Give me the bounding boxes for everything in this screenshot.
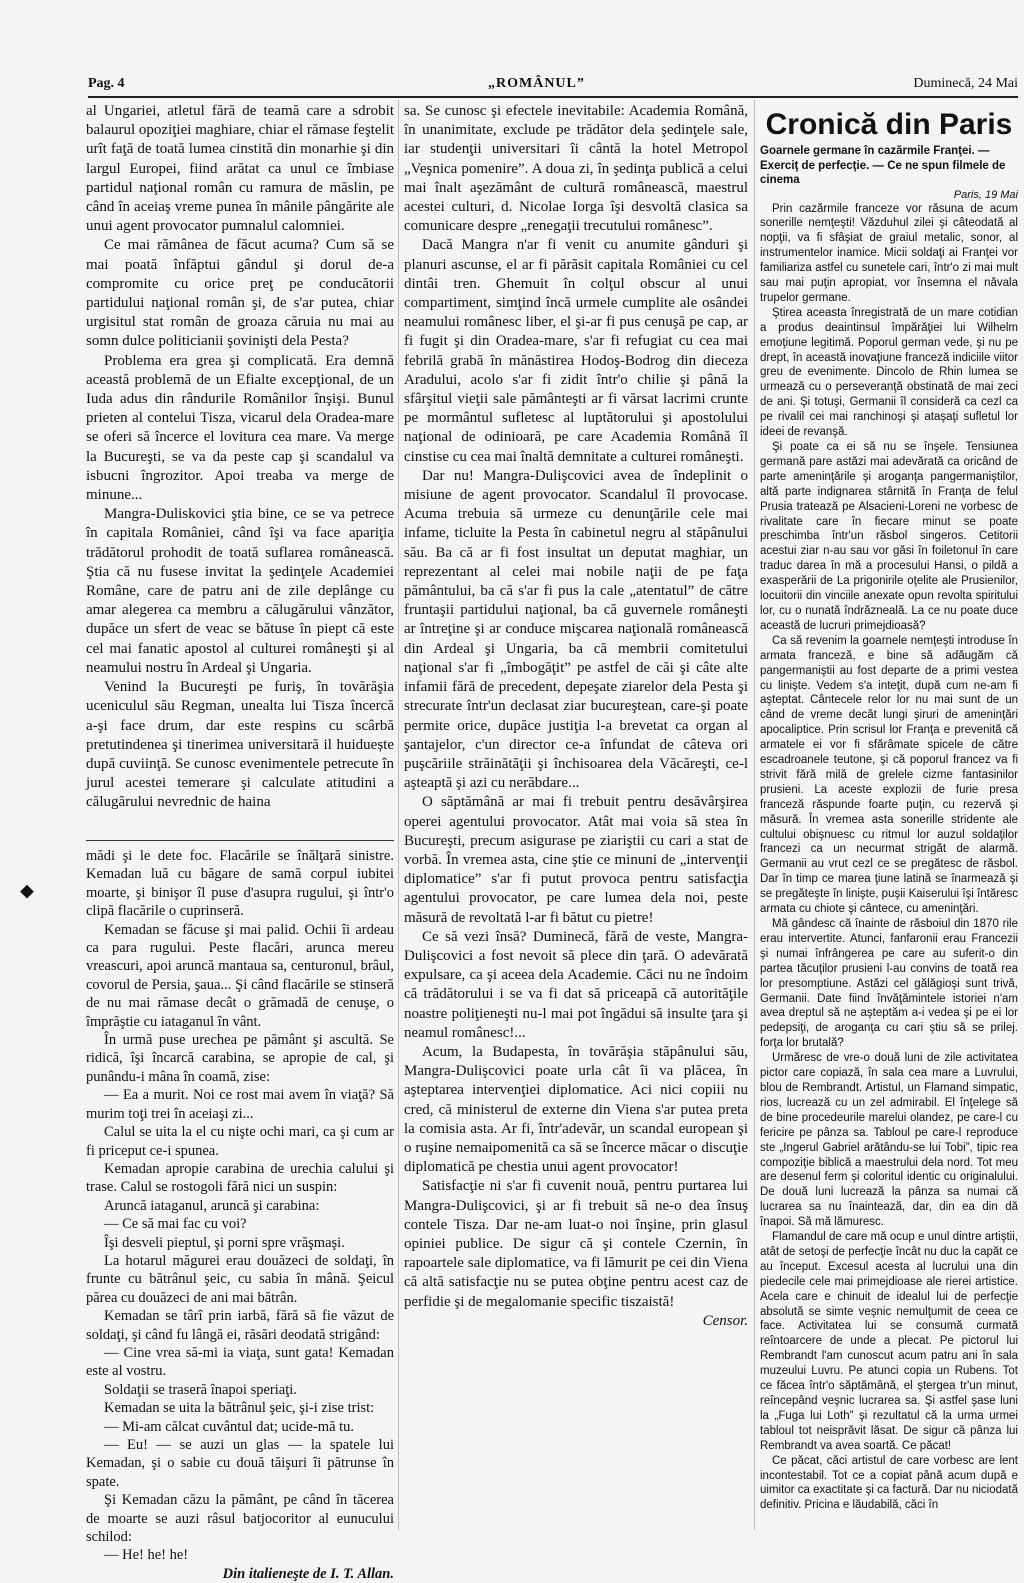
paragraph: Calul se uita la el cu nişte ochi mari, ca şi cum ar fi priceput ce-i spunea. <box>86 1124 394 1159</box>
margin-mark: ⬥ <box>20 880 34 902</box>
paragraph: mădi şi le dete foc. Flacările se înălţară sinistre. Kemadan luă cu băgare de samă corpul iubitei moarte, şi binişor îl puse d'asupra rugului, şi într'o clipă flacările o cuprinseră. <box>86 848 394 920</box>
paragraph: Urmăresc de vre-o două luni de zile activitatea pictor care copiază, în sala cea mare a Luvrului, blou de Rembrandt. Artistul, un Flamand simpatic, rios, lucrează cu un zel admirabil. El înţelege să de bine procedeurile marelui olandez, pe care-l cu fericire pe pânza sa. Tabloul pe care-l reproduce ste „Ingerul Gabriel arătându-se lui Tobi”, tipic rea compoziţie biblică a maestrului dela nord. Tot meu are desenul ferm şi coloritul identic cu originalului. De două luni lucrează la pânza sa numai că lucrarea sa nu înaintează, dar, din ea din dă înapoi. Să mă lămuresc. <box>760 1052 1018 1229</box>
newspaper-name: „ROMÂNUL” <box>488 76 585 91</box>
issue-date: Duminecă, 24 Mai <box>913 76 1018 91</box>
author-signature: Censor. <box>702 1312 748 1329</box>
paragraph: Kemadan apropie carabina de urechia calului şi trase. Calul se rostogoli fără nici un suspin: <box>86 1160 394 1196</box>
article-column-2 <box>404 102 748 1532</box>
paragraph: Ştirea aceasta înregistrată de un mare cotidian a produs deaintinsul împărăţiei lui Wilhelm emoţiune legitimă. Poporul german vede, şi nu pe drept, în această inovaţiune franceză indiciile viitor greu de evenimente. Dincolo de Rhin lumea se urmează cu o perseveranţă obstinată de mai zeci de ani. Şi totuşi, Germanii îl consideră ca cezl ca pe rivalil cei mai ranchinoşi şi ataşaţi sufletul lor ideei de revanşă. <box>760 306 1018 439</box>
paragraph: — He! he! he! <box>104 1547 189 1564</box>
paragraph: Satisfacţie ni s'ar fi cuvenit nouă, pentru purtarea lui Mangra-Dulişcovici, şi ar fi trebuit să ne-o dea însuş contele Tisza. Dar ne-am luat-o noi înşine, prin glasul opiniei publice. De sigur că şi contele Czernin, în rapoartele sale diplomatice, va fi lămurit pe cei din Viena că altă satisfacţie nu se putea obţine pentru acest caz de perfidie şi de megalomanie specific tiszaistă! <box>404 1178 748 1310</box>
paragraph: — Mi-am călcat cuvântul dat; ucide-mă tu. <box>104 1418 355 1435</box>
page-header <box>88 76 1018 96</box>
paragraph: — Eu! — se auzi un glas — la spatele lui Kemadan, şi o sabie cu două tăişuri îi pătrunse în spate. <box>86 1437 394 1490</box>
paragraph: Aruncă iataganul, aruncă şi carabina: <box>104 1197 320 1214</box>
paragraph: Soldaţii se traseră înapoi speriaţi. <box>104 1381 297 1398</box>
paragraph: Acum, la Budapesta, în tovărăşia stăpânului său, Mangra-Dulişcovici poate urla cât îi va plăcea, în aşteptarea intervenţiei diplomatice. Aci nici copiii nu cred, că ministerul de externe din Viena s'ar putea preta la comisia asta. Ar fi, într'adevăr, un scandal european şi o ruşine nemaipomenită ca să se încerce măcar o discuţie diplomatică pe chestia unui agent provocator! <box>404 1043 748 1176</box>
paragraph: Ce păcat, căci artistul de care vorbesc are lent incontestabil. Tot ce a copiat până acum după e uimitor ca exactitate şi ca factură. Dar nu niciodată definitiv. Pricina e lăudabilă, căci în <box>760 1454 1018 1512</box>
paragraph: — Ce să mai fac cu voi? <box>104 1216 247 1233</box>
paragraph: Flamandul de care mă ocup e unul dintre artiştii, atât de setoşi de perfecţie încât nu duc la capăt ce au început. Excesul acesta al lucrului una din piedecile cele mai primejdioase ale rierei artistice. Acela care e chinuit de idealul lui de perfecţie absolută se simte veşnic nemulţumit de ceea ce face. Activitatea lui se consumă curmată reîntoarcere de unde a plecat. Pe pictorul lui Rembrandt l'am cunoscut acum patru ani în sala muzeului Luvru. Pe atunci copia un Rubens. Tot ce făcea într'o săptămână, el ştergea tr'un minut, reîncepând veşnic lucrarea sa. Şi astfel şase luni la „Fuga lui Loth” şi rezultatul că la urma urmei tabloul tot neisprăvit lăsat. De sigur că pânza lui Rembrandt va avea soartă. Ce păcat! <box>760 1231 1018 1452</box>
translator-signature: Din italieneşte de I. T. Allan. <box>222 1565 394 1582</box>
paragraph: La hotarul măgurei erau douăzeci de soldaţi, în frunte cu bătrânul şeic, cu sabia în mână. Şeicul părea cu douăzeci de ani mai bătrân. <box>86 1252 394 1306</box>
chronicle-dateline: Paris, 19 Mai <box>953 188 1018 201</box>
paragraph: Mă gândesc că înainte de răsboiul din 1870 rile erau intervertite. Atunci, fanfaronii erau Francezii şi numai înfrângerea pe care au suferit-o din partea tăcuţilor prusieni l-au convins de toată rea lor presomptiune. Astăzi cel gălăgioşi sunt trivă, Germanii. Date fiind învăţămintele istoriei n'am avea dreptul să ne aşteptăm a-i vedea şi pe ei lor pedepsiţi, de aroganţa cu cari ştiu să se prilej. forţa lor brutală? <box>760 918 1018 1050</box>
paragraph: al Ungariei, atletul fără de teamă care a sdrobit balaurul opoziţiei maghiare, chiar el rămase feştelit urît faţă de toată lumea cinstită din monarhie şi din largul Europei, fiind arătat ca unul ce îmbiase partidul naţional român cu ramura de măslin, pe când în aceiaş vreme punea în mânile pângărite ale unui agent provocator pumnalul calomniei. <box>86 103 394 235</box>
paragraph: — Cine vrea să-mi ia viaţa, sunt gata! Kemadan este al vostru. <box>86 1344 394 1380</box>
paragraph: Şi Kemadan căzu la pământ, pe când în tăcerea de moarte se auzi râsul batjocoritor al eunucului schilod: <box>86 1492 394 1546</box>
paragraph: Kemadan se târî prin iarbă, fără să fie văzut de soldaţi, şi când fu lângă ei, răsări deodată strigând: <box>86 1308 394 1343</box>
article-column-1 <box>86 102 394 837</box>
paragraph: Kemadan se uita la bătrânul şeic, şi-i zise trist: <box>104 1400 375 1417</box>
paragraph: Problema era grea şi complicată. Era demnă această problemă de un Efialte excepţional, de un Iuda adus din rândurile Românilor înşişi. Bunul prieten al contelui Tisza, vicarul dela Oradea-mare se oferi să încerce el lovitura cea mare. Va merge la Bucureşti, se va da peste cap şi scandalul va isbucni îngrozitor. Apoi treaba va merge de minune... <box>86 352 394 504</box>
paragraph: Dar nu! Mangra-Dulişcovici avea de îndeplinit o misiune de agent provocator. Scandalul îl provocase. Acuma trebuia să urmeze cu denunţările cele mai infame, ticluite la Pesta în cabinetul negru al stăpânului său. Ba că ar fi fost insultat un deputat maghiar, un reprezentant al celei mai nobile naţii de pe faţa pământului, ba că s'ar fi pus la cale „atentatul” de către fruntaşii partidului naţional, ba că guvernele româneşti ar întreţine şi ar conduce mişcarea naţională românească din Ardeal şi Ungaria, ba că membrii comitetului naţional s'ar fi „îmbogăţit” pe astfel de căi şi câte alte infamii fără de precedent, depeşate ziarelor dela Pesta şi strecurate într'un declasat ziar bucureştean, care-şi poate permite orice, dupăce justiţia l-a brevetat ca organ al şantajelor, c'un director ce-a înfundat de câteva ori puşcăriile străinătăţii şi închisoarea dela Văcăreşti, ce-l aşteaptă şi azi cu nerăbdare... <box>404 467 748 792</box>
paragraph: Prin cazărmile franceze vor răsuna de acum sonerille nemţeşti! Văzduhul zilei şi câteodată al nopţii, va fi sfâşiat de graiul metalic, sonor, al instrumentelor inamice. Micii soldaţi ai Franţei vor familiariza astfel cu sunetele cari, într'o zi mai mult sau mai puţin apropiat, vor însemna el năvala trupelor germane. <box>760 202 1018 304</box>
paragraph: Ca să revenim la goarnele nemţeşti introduse în armata franceză, e bine să adăugăm că pangermaniştii au fost departe de a primi vestea cu linişte. Vedem s'a inteţit, după cum ne-am fi aşteptat. Cântecele relor lor nu mai sunt de un când de vreme decât lungi şiruri de ameninţări apocaliptice. Prin scrisul lor Franţa e prevenită că armatele ei vor fi sfărâmate spicele de către escadroanele teutone, şi că poporul francez va fi strivit fără milă de grelele cizme fantasinilor prusieni. La aceste explozii de furie presa franceză răspunde foarte puţin, cu rezervă şi măsură. În vremea asta sonerille stridente ale cultului obişnuesc cu ritmul lor auzul soldaţilor francezi ca un necurmat strigăt de alarmă. Germanii au vrut cezl ce se pregătesc de răsbol. Dar în timp ce marea ţiune latină se înarmează şi se pregăteşte în linişte, puşii Kaiserului îşi întăresc armata cu chiote şi cântece, cu ameninţări. <box>760 634 1018 916</box>
paragraph: În urmă puse urechea pe pământ şi ascultă. Se ridică, îşi încarcă carabina, se apropie de cal, şi punându-i mâna în coamă, zise: <box>86 1032 394 1085</box>
feuilleton-column <box>86 847 394 1582</box>
header-rule <box>88 96 1018 98</box>
paragraph: — Ea a murit. Noi ce rost mai avem în viaţă? Să murim toţi trei în aceiaşi zi... <box>86 1087 394 1122</box>
paragraph: Kemadan se făcuse şi mai palid. Ochii îi ardeau ca para rugului. Peste flacări, arunca mereu vreascuri, apoi aruncă mantaua sa, centuronul, brâul, covorul de Persia, şaua... Şi când flacările se stinseră de nu mai rămase decât o grămadă de cenuşe, o împrăştie cu iataganul în vânt. <box>86 921 394 1030</box>
paragraph: Ce mai rămânea de făcut acuma? Cum să se mai poată înfăptui gândul şi dorul de-a compromite cu orice preţ pe conducătorii partidului naţional român şi, de s'ar putea, chiar urgisitul stat român de groaza căruia nu mai au somn dulce politicianii şovinişti dela Pesta? <box>86 237 394 350</box>
paragraph: Venind la Bucureşti pe furiş, în tovărăşia uceniculul său Regman, unealta lui Tisza încercă a-şi face drum, dar este respins cu scârbă pretutindenea şi tinerimea universitară il huiduește după cuviinţă. Se cunosc evenimentele petrecute în jurul acestei temerare şi calculate atitudini a călugărului nevrednic de haina <box>86 679 394 811</box>
feuilleton-separator <box>86 840 394 841</box>
chronicle-subtitle: Goarnele germane în cazărmile Franţei. — Exerciţ de perfecţie. — Ce ne spun filmele de cinema <box>760 145 1006 186</box>
paragraph: Mangra-Duliskovici ştia bine, ce se va petrece în capitala României, când îşi va face apariţia trădătorul prohodit de toată suflarea românească. Ştia că nu fusese invitat la şedinţele Academiei Române, care de patru ani de zile deplânge cu amar alegerea ca membru a călugărului vânzător, dupăce un sfert de veac se bătuse în piept că este cel mai fanatic apostol al culturei româneşti şi al neamului nostru în Ardeal şi Ungaria. <box>86 506 394 676</box>
page-number: Pag. 4 <box>88 76 125 91</box>
paragraph: O săptămână ar mai fi trebuit pentru desăvârşirea operei agentului provocator. Atât mai voia să stea în Bucureşti, precum asigurase pe ziariştii cu cari a stat de vorbă. În vremea asta, cine ştie ce minuni de „intervenţii diplomatice” s'ar fi putut provoca pentru satisfacţia agentului provocator, pe care lumea dela noi, peste măsură de revoltată l-ar fi bătut cu pietre! <box>404 794 748 926</box>
chronicle-title: Cronică din Paris <box>765 108 1013 141</box>
column-divider <box>398 100 399 1530</box>
paragraph: Şi poate ca ei să nu se înşele. Tensiunea germană pare astăzi mai adevărată ca oricând de parte ameninţările şi aroganţa pangermaniştilor, altă parte indignarea stârnită în Franţa de felul Prusia tratează pe Alsacieni-Loreni ne vorbesc de rivalitate care în fiecare minut se poate preschimba într'un răsbol singeros. Cetitorii acestui ziar n-au sau vor găsi în foiletonul în care traduc darea în mă a procesului Hansi, o pildă a exasperării de La prigonirile oţelite ale Prusienilor, locuitorii din vinciile anexate opun revolta spiritului lor, cu o nunată îndrăzneală. La ce nu poate duce această de lucruri primejdioasă? <box>760 441 1018 632</box>
paragraph: sa. Se cunosc şi efectele inevitabile: Academia Română, în unanimitate, exclude pe trădător dela şedinţele sale, iar studenţii universitari îi cântă la hotel Metropol „Veşnica pomenire”. A doua zi, în şedinţa publică a celui mai înalt aşezământ de cultură românească, maestrul acestei culturi, d. Nicolae Iorga îşi desvoltă clasica sa comunicare despre „renegaţii trecutului românesc”. <box>404 103 748 235</box>
paragraph: Ce să vezi însă? Duminecă, fără de veste, Mangra-Dulişcovici a fost nevoit să plece din ţară. O adevărată expulsare, ca şi aceea dela Academie. Căci nu ne îndoim că trădătorului i se va fi dat să priceapă că autorităţile noastre poliţieneşti nu-l mai pot îngădui să insulte ţara şi neamul românesc!... <box>404 928 748 1041</box>
paragraph: Dacă Mangra n'ar fi venit cu anumite gânduri şi planuri ascunse, el ar fi părăsit capitala României cu cel dintâi tren. Ghemuit în colţul obscur al unui compartiment, simţind încă urmele cumplite ale osândei neamului românesc liber, el şi-ar fi pus cenuşă pe cap, ar fi fugit şi din Oradea-mare, s'ar fi refugiat cu cea mai febrilă grabă în mănăstirea Hodoş-Bodrog din dieceza Aradului, acolo s'ar fi zidit într'o chilie şi până la sfârşitul vieţii sale pământeşti ar fi vărsat lacrimi crunte pe mormântul sufletesc al luptătorului şi apostolului naţional de odinioară, pe care Academia Română îl cinstise cu cea mai înaltă demnitate a culturei româneşti. <box>404 237 748 465</box>
paris-chronicle-column <box>760 102 1018 1532</box>
paragraph: Îşi desveli pieptul, şi porni spre vrăşmaşi. <box>104 1234 345 1251</box>
column-divider <box>754 100 755 1530</box>
